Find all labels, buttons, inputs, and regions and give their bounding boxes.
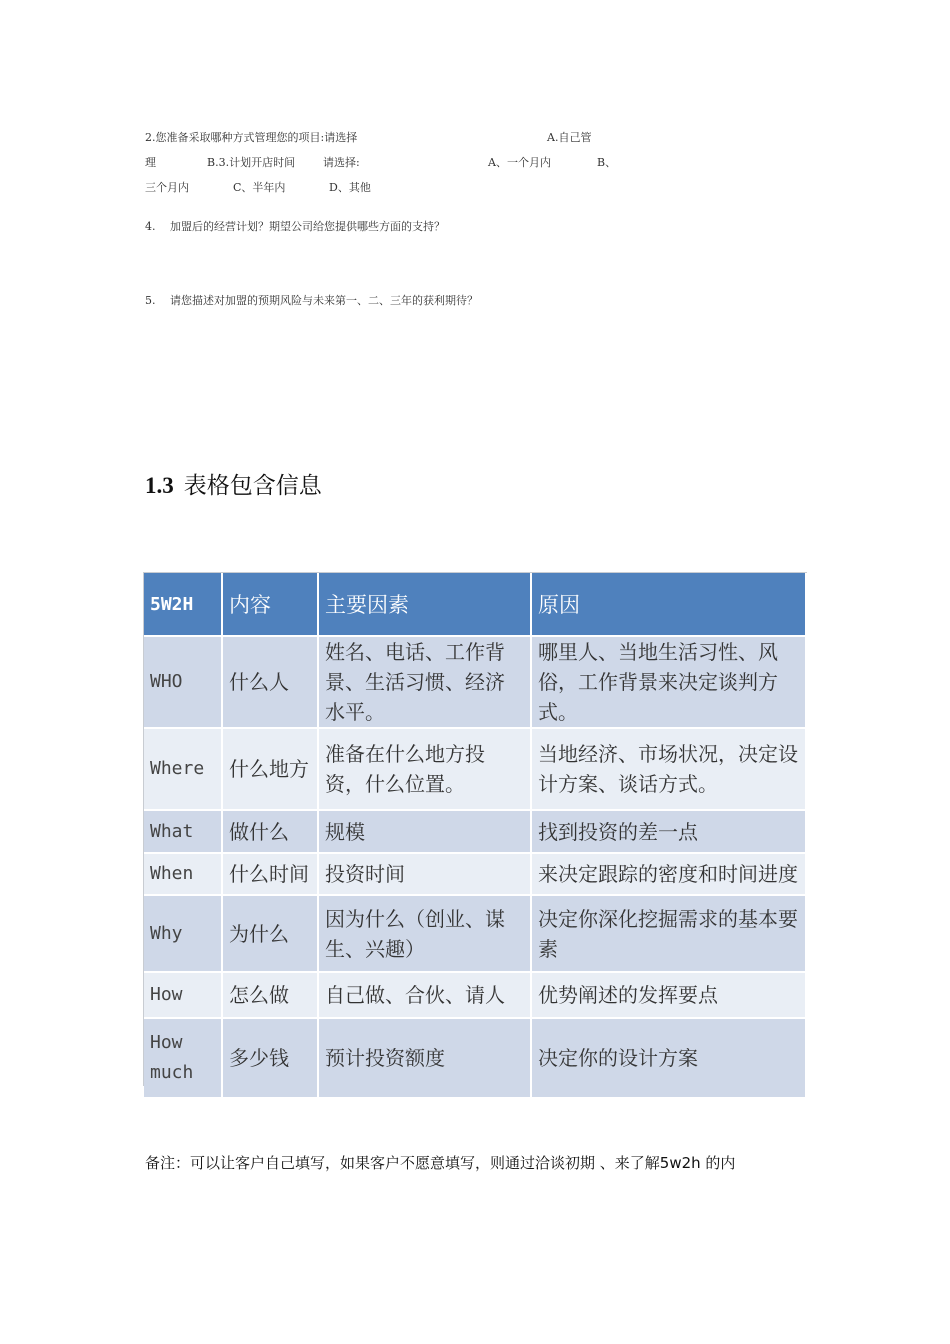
cell-content: 什么地方	[222, 728, 318, 810]
question-3-option-a: A、一个月内	[488, 156, 551, 169]
question-3-option-b-end: 三个月内	[145, 181, 189, 194]
question-4-text: 加盟后的经营计划？期望公司给您提供哪些方面的支持？	[170, 220, 445, 233]
cell-code: When	[144, 853, 222, 895]
question-2-line-1	[145, 131, 645, 145]
cell-factor: 预计投资额度	[318, 1018, 531, 1098]
header-content: 内容	[222, 573, 318, 636]
cell-reason: 决定你的设计方案	[531, 1018, 806, 1098]
table-row	[144, 853, 806, 895]
table-row	[144, 636, 806, 728]
question-3-option-b: B、	[597, 156, 617, 169]
cell-code: WHO	[144, 636, 222, 728]
cell-content: 多少钱	[222, 1018, 318, 1098]
question-3-prompt: 请选择:	[323, 156, 360, 169]
table-row	[144, 972, 806, 1018]
question-5-text: 请您描述对加盟的预期风险与未来第一、二、三年的获利期待？	[170, 294, 478, 307]
question-5-number: 5.	[145, 294, 156, 307]
question-2-text: 2.您准备采取哪种方式管理您的项目:请选择	[145, 131, 358, 144]
info-table	[144, 573, 807, 1099]
cell-code: Why	[144, 895, 222, 972]
section-heading	[145, 470, 322, 502]
cell-content: 做什么	[222, 810, 318, 853]
cell-reason: 优势阐述的发挥要点	[531, 972, 806, 1018]
question-3-option-d: D、其他	[329, 181, 371, 194]
cell-reason: 决定你深化挖掘需求的基本要素	[531, 895, 806, 972]
question-4	[145, 220, 645, 234]
cell-code: Where	[144, 728, 222, 810]
header-reason: 原因	[531, 573, 806, 636]
question-4-number: 4.	[145, 220, 156, 233]
cell-content: 怎么做	[222, 972, 318, 1018]
question-5	[145, 294, 645, 308]
cell-factor: 准备在什么地方投资，什么位置。	[318, 728, 531, 810]
cell-factor: 规模	[318, 810, 531, 853]
remark-note: 备注：可以让客户自己填写，如果客户不愿意填写，则通过洽谈初期 、来了解5w2h 的内	[145, 1154, 736, 1172]
header-5w2h: 5W2H	[144, 573, 222, 636]
section-number: 1.3	[145, 473, 174, 498]
question-3-option-c: C、半年内	[233, 181, 286, 194]
cell-factor: 自己做、合伙、请人	[318, 972, 531, 1018]
table-header-row	[144, 573, 806, 636]
cell-reason: 来决定跟踪的密度和时间进度	[531, 853, 806, 895]
table-row	[144, 728, 806, 810]
cell-code: How	[144, 972, 222, 1018]
question-2-line-2	[145, 156, 645, 170]
cell-reason: 哪里人、当地生活习性、风俗，工作背景来决定谈判方式。	[531, 636, 806, 728]
section-title: 表格包含信息	[183, 473, 322, 499]
table-row	[144, 895, 806, 972]
cell-factor: 投资时间	[318, 853, 531, 895]
table-row	[144, 1018, 806, 1098]
cell-content: 什么时间	[222, 853, 318, 895]
question-2-option-a: A.自己管	[547, 131, 592, 144]
question-3-text: B.3.计划开店时间	[207, 156, 296, 169]
question-2-line-3	[145, 181, 645, 195]
question-2-option-a-end: 理	[145, 156, 156, 169]
info-table-container	[143, 572, 807, 1086]
cell-reason: 当地经济、市场状况，决定设计方案、谈话方式。	[531, 728, 806, 810]
cell-reason: 找到投资的差一点	[531, 810, 806, 853]
cell-content: 为什么	[222, 895, 318, 972]
cell-code: How much	[144, 1018, 222, 1098]
cell-factor: 姓名、电话、工作背景、生活习惯、经济水平。	[318, 636, 531, 728]
cell-content: 什么人	[222, 636, 318, 728]
cell-factor: 因为什么（创业、谋生、兴趣）	[318, 895, 531, 972]
table-row	[144, 810, 806, 853]
cell-code: What	[144, 810, 222, 853]
header-factor: 主要因素	[318, 573, 531, 636]
